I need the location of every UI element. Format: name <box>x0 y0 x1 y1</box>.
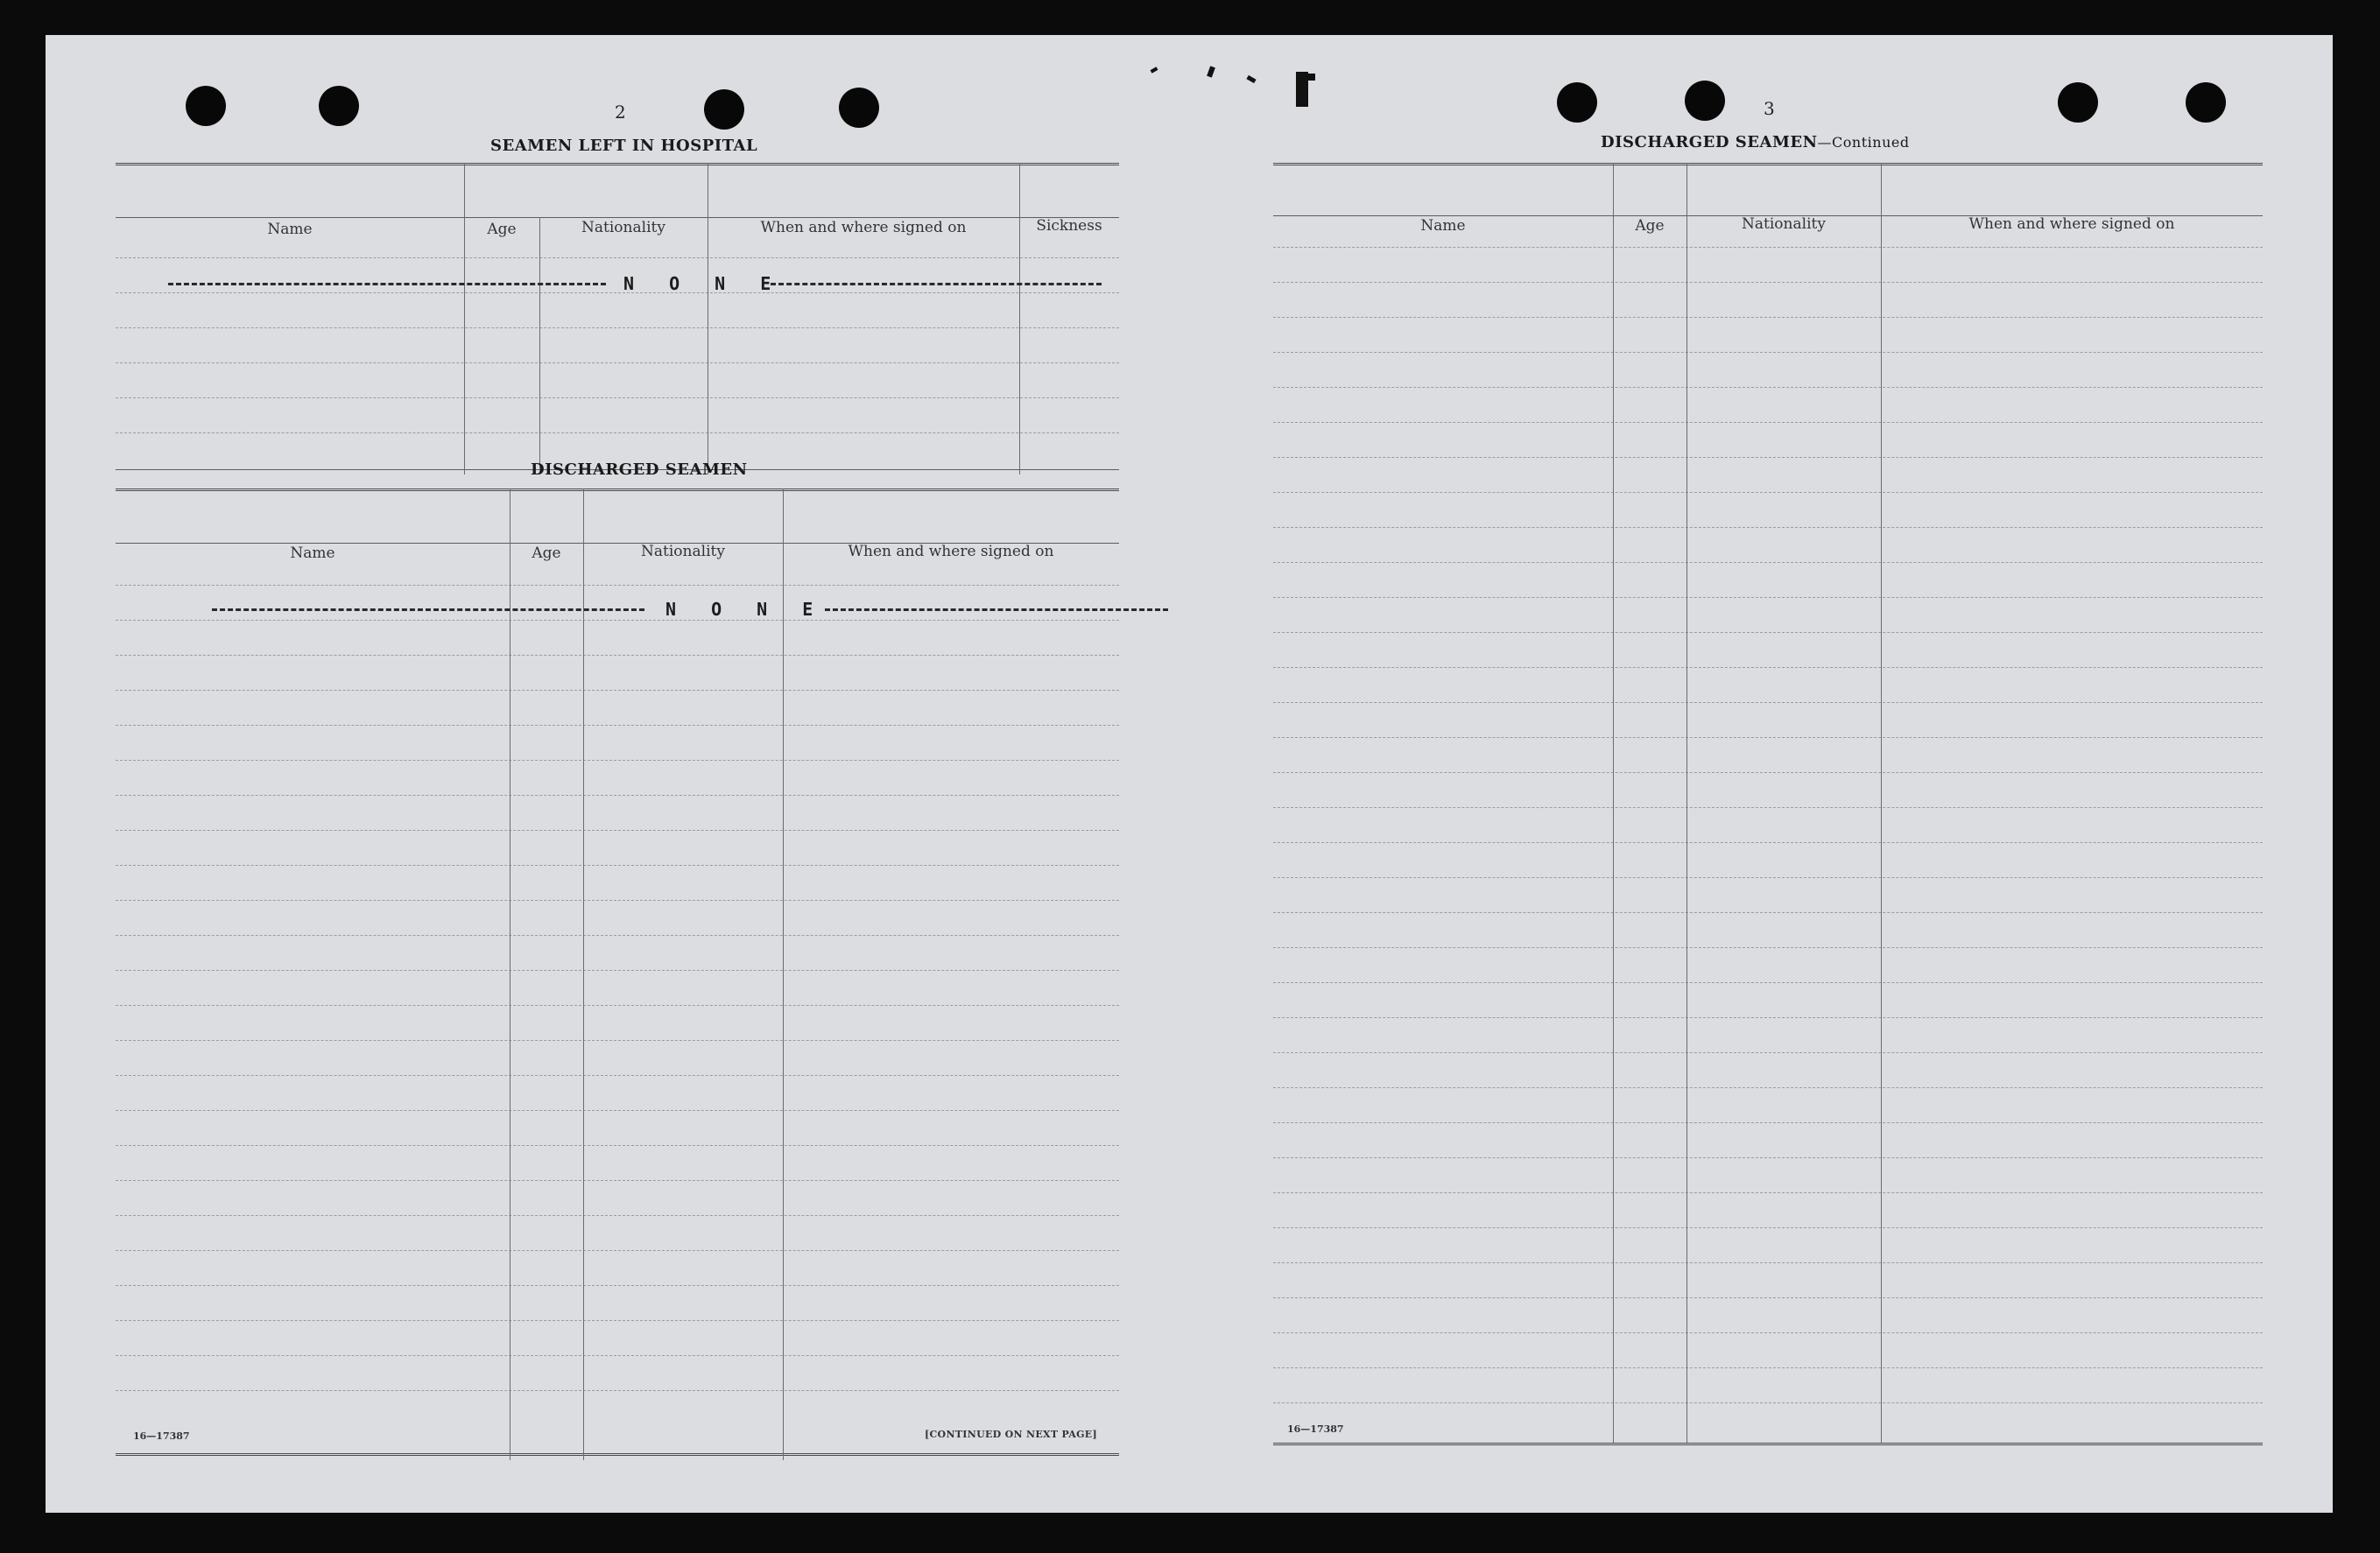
column-header-signed-on: When and where signed on <box>760 219 967 236</box>
none-entry-row <box>116 599 1119 620</box>
none-entry-row <box>116 273 1119 294</box>
column-header-nationality: Nationality <box>1742 215 1826 233</box>
punch-hole <box>319 86 359 126</box>
section-title-discharged: DISCHARGED SEAMEN <box>531 460 748 479</box>
section-title-hospital: SEAMEN LEFT IN HOSPITAL <box>490 137 758 155</box>
column-header-name: Name <box>1420 217 1466 235</box>
column-header-signed-on: When and where signed on <box>848 543 1054 560</box>
page-number: 3 <box>1764 98 1775 119</box>
punch-hole <box>704 89 744 130</box>
continued-note: [CONTINUED ON NEXT PAGE] <box>925 1429 1097 1440</box>
ink-speck <box>1246 75 1256 83</box>
column-header-nationality: Nationality <box>581 219 665 236</box>
page-number: 2 <box>615 102 626 123</box>
punch-hole <box>1557 82 1597 123</box>
punch-hole <box>839 88 879 128</box>
column-header-sickness: Sickness <box>1036 217 1102 235</box>
document-sheet <box>46 35 2333 1513</box>
form-code: 16—17387 <box>1287 1423 1344 1435</box>
column-header-name: Name <box>267 221 313 238</box>
punch-hole <box>1685 81 1725 121</box>
column-header-age: Age <box>1635 217 1665 235</box>
column-header-name: Name <box>290 545 335 562</box>
title-main: DISCHARGED SEAMEN <box>1601 133 1818 151</box>
ink-speck <box>1207 66 1215 77</box>
discharged-continued-table <box>1273 163 2263 1453</box>
column-header-nationality: Nationality <box>641 543 725 560</box>
section-title-discharged-continued <box>1601 133 1910 151</box>
ink-speck <box>1151 67 1158 73</box>
punch-hole <box>2186 82 2226 123</box>
column-header-age: Age <box>487 221 517 238</box>
column-header-signed-on: When and where signed on <box>1968 215 2175 233</box>
title-continued: —Continued <box>1817 134 1910 151</box>
column-header-age: Age <box>532 545 561 562</box>
discharged-table <box>116 488 1119 1460</box>
ink-speck <box>1308 74 1315 81</box>
ink-speck <box>1296 72 1308 107</box>
none-entry: N O N E <box>665 599 826 620</box>
form-code: 16—17387 <box>133 1430 190 1442</box>
punch-hole <box>2058 82 2098 123</box>
punch-hole <box>186 86 226 126</box>
hospital-table <box>116 163 1119 474</box>
none-entry: N O N E <box>623 273 784 294</box>
